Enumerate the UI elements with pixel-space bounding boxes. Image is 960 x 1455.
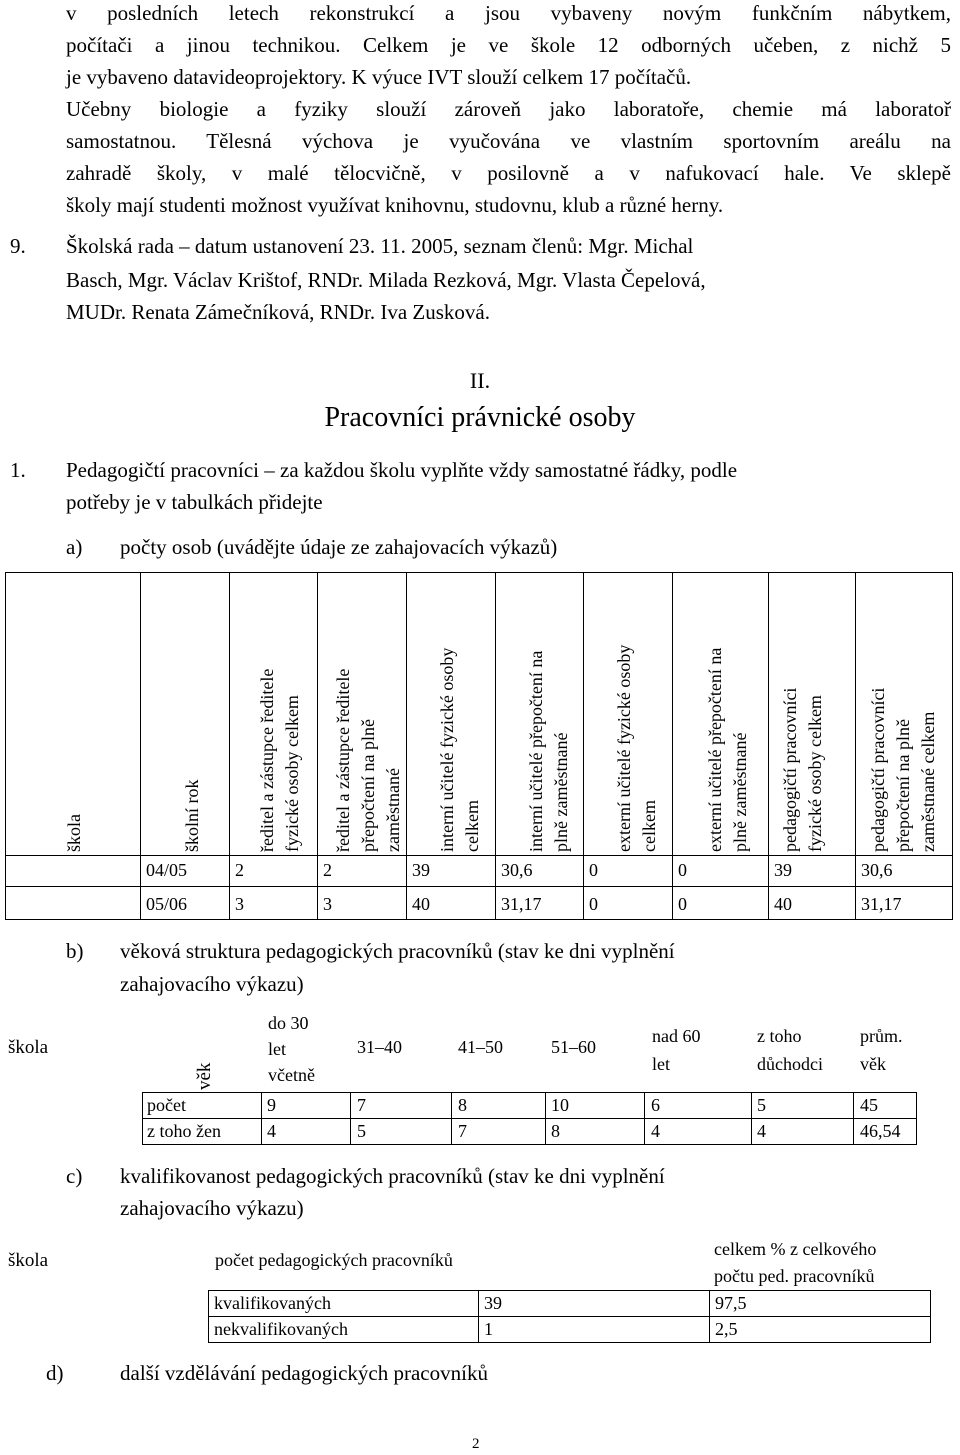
table-cell: 5 bbox=[357, 1121, 366, 1141]
section-title: Pracovníci právnické osoby bbox=[324, 402, 636, 433]
table-cell: 31,17 bbox=[501, 894, 542, 914]
sub-b-letter: b) bbox=[66, 939, 84, 963]
table-cell: 3 bbox=[235, 894, 244, 914]
table-cell: 2 bbox=[235, 860, 244, 880]
intro-line: samostatnou. Tělesná výchova je vyučována ve vlastním sportovním areálu na bbox=[66, 129, 951, 153]
col-header-retired: z toho důchodci bbox=[757, 1026, 823, 1074]
board-line: Basch, Mgr. Václav Krištof, RNDr. Milada Rezková, Mgr. Vlasta Čepelová, bbox=[66, 268, 706, 292]
col-header-internal-persons: interní učitelé fyzické osoby celkem bbox=[437, 647, 482, 852]
sub-c-line: zahajovacího výkazu) bbox=[120, 1196, 304, 1220]
col-header-school-year: školní rok bbox=[182, 779, 202, 852]
col-header-percent: celkem % z celkového počtu ped. pracovníků bbox=[714, 1239, 877, 1286]
board-line: MUDr. Renata Zámečníková, RNDr. Iva Zusková. bbox=[66, 300, 490, 324]
col-header-41-50: 41–50 bbox=[458, 1037, 503, 1057]
col-header-ped-fte: pedagogičtí pracovníci přepočtení na plně zaměstnané celkem bbox=[868, 687, 938, 852]
table-cell: 45 bbox=[860, 1095, 878, 1115]
intro-line: zahradě školy, v malé tělocvičně, v posilovně a v nafukovací hale. Ve sklepě bbox=[66, 161, 951, 185]
table-cell: 04/05 bbox=[146, 860, 188, 880]
sub-c-letter: c) bbox=[66, 1164, 83, 1188]
table-cell: 3 bbox=[323, 894, 332, 914]
table-cell: 40 bbox=[412, 894, 430, 914]
intro-line: Učebny biologie a fyziky slouží zároveň jako laboratoře, chemie má laboratoř bbox=[66, 97, 951, 121]
table-cell: 97,5 bbox=[715, 1293, 747, 1313]
table-cell: 7 bbox=[458, 1121, 467, 1141]
sub-d-letter: d) bbox=[46, 1361, 64, 1385]
table-cell: 39 bbox=[484, 1293, 502, 1313]
item-number: 9. bbox=[10, 234, 26, 258]
item1-line: Pedagogičtí pracovníci – za každou školu vyplňte vždy samostatné řádky, podle bbox=[66, 458, 738, 482]
table-cell: 30,6 bbox=[861, 860, 893, 880]
table-cell: 39 bbox=[412, 860, 430, 880]
col-header-director-fte: ředitel a zástupce ředitele přepočtení na plně zaměstnané bbox=[333, 668, 403, 852]
col-header-internal-fte: interní učitelé přepočtení na plně zaměstnané bbox=[526, 650, 571, 852]
row-label: nekvalifikovaných bbox=[214, 1319, 348, 1339]
sub-d-text: další vzdělávání pedagogických pracovníků bbox=[120, 1361, 488, 1385]
school-label: škola bbox=[8, 1250, 49, 1271]
table-cell: 6 bbox=[651, 1095, 660, 1115]
age-label: věk bbox=[194, 1062, 215, 1090]
sub-b-line: věková struktura pedagogických pracovníků (stav ke dni vyplnění bbox=[120, 939, 675, 963]
table-cell: 4 bbox=[651, 1121, 660, 1141]
intro-line: v posledních letech rekonstrukcí a jsou vybaveny novým funkčním nábytkem, bbox=[66, 1, 951, 25]
col-header-avg-age: prům. věk bbox=[860, 1026, 903, 1074]
table-cell: 8 bbox=[458, 1095, 467, 1115]
table-cell: 2 bbox=[323, 860, 332, 880]
table-cell: 39 bbox=[774, 860, 792, 880]
col-header-under30: do 30 let včetně bbox=[268, 1013, 315, 1085]
intro-line: je vybaveno datavideoprojektory. K výuce IVT slouží celkem 17 počítačů. bbox=[66, 65, 692, 89]
row-label: počet bbox=[147, 1095, 186, 1115]
col-header-school: škola bbox=[64, 814, 84, 852]
school-label: škola bbox=[8, 1037, 49, 1058]
table-cell: 5 bbox=[757, 1095, 766, 1115]
item-number: 1. bbox=[10, 458, 26, 482]
board-line: Školská rada – datum ustanovení 23. 11. 2005, seznam členů: Mgr. Michal bbox=[66, 234, 694, 258]
table-cell: 0 bbox=[678, 860, 687, 880]
col-header-31-40: 31–40 bbox=[357, 1037, 402, 1057]
sub-a-letter: a) bbox=[66, 535, 83, 559]
table-cell: 1 bbox=[484, 1319, 493, 1339]
table-cell: 4 bbox=[267, 1121, 276, 1141]
table-cell: 30,6 bbox=[501, 860, 533, 880]
table-cell: 46,54 bbox=[860, 1121, 901, 1141]
intro-line: počítači a jinou technikou. Celkem je ve škole 12 odborných učeben, z nichž 5 bbox=[66, 33, 951, 57]
col-header-count: počet pedagogických pracovníků bbox=[215, 1250, 453, 1270]
sub-c-line: kvalifikovanost pedagogických pracovníků (stav ke dni vyplnění bbox=[120, 1164, 665, 1188]
table-cell: 4 bbox=[757, 1121, 766, 1141]
table-cell: 8 bbox=[551, 1121, 560, 1141]
table-cell: 0 bbox=[678, 894, 687, 914]
table-cell: 2,5 bbox=[715, 1319, 738, 1339]
col-header-director-persons: ředitel a zástupce ředitele fyzické osoby celkem bbox=[257, 668, 302, 852]
row-label: kvalifikovaných bbox=[214, 1293, 331, 1313]
table-cell: 40 bbox=[774, 894, 792, 914]
table-cell: 0 bbox=[589, 894, 598, 914]
table-cell: 05/06 bbox=[146, 894, 188, 914]
section-numeral: II. bbox=[469, 368, 491, 393]
page-number: 2 bbox=[472, 1436, 480, 1452]
sub-a-text: počty osob (uvádějte údaje ze zahajovacích výkazů) bbox=[120, 535, 558, 559]
table-cell: 9 bbox=[267, 1095, 276, 1115]
col-header-51-60: 51–60 bbox=[551, 1037, 596, 1057]
col-header-external-persons: externí učitelé fyzické osoby celkem bbox=[614, 644, 659, 852]
sub-b-line: zahajovacího výkazu) bbox=[120, 972, 304, 996]
item1-line: potřeby je v tabulkách přidejte bbox=[66, 490, 323, 514]
row-label: z toho žen bbox=[147, 1121, 221, 1141]
col-header-external-fte: externí učitelé přepočtení na plně zaměstnané bbox=[705, 647, 750, 852]
table-cell: 10 bbox=[551, 1095, 569, 1115]
col-header-ped-persons: pedagogičtí pracovníci fyzické osoby celkem bbox=[780, 687, 825, 852]
table-cell: 7 bbox=[357, 1095, 366, 1115]
table-cell: 0 bbox=[589, 860, 598, 880]
col-header-over60: nad 60 let bbox=[652, 1026, 701, 1074]
intro-line: školy mají studenti možnost využívat knihovnu, studovnu, klub a různé herny. bbox=[66, 193, 724, 217]
table-cell: 31,17 bbox=[861, 894, 902, 914]
